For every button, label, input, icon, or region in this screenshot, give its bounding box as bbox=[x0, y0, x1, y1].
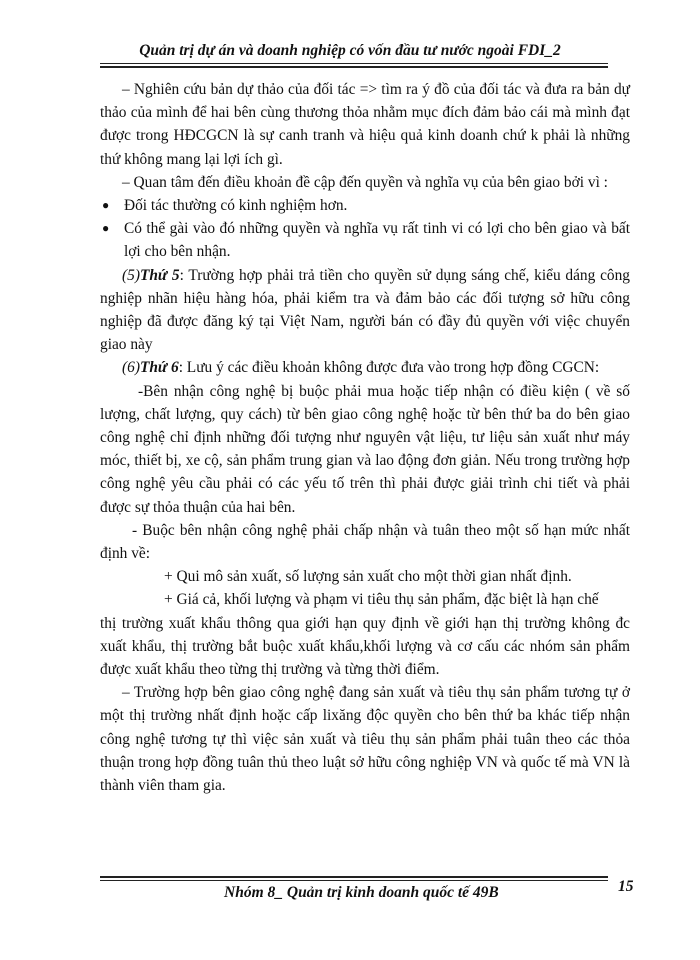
paragraph-10: + Giá cả, khối lượng và phạm vi tiêu thụ sản phẩm, đặc biệt là hạn chế bbox=[164, 591, 599, 609]
item-5-label: Thứ 5 bbox=[139, 266, 180, 284]
paragraph-10-continued: thị trường xuất khẩu thông qua giới hạn quy định về giới hạn thị trường không đc xuất khẩu, thị trường bắt buộc xuất khẩu,khối lượng và cơ cấu các nhóm sản phẩm được xuất khẩu theo từng thị trường và từng thời điểm. bbox=[100, 614, 630, 679]
bullet-text: Đối tác thường có kinh nghiệm hơn. bbox=[124, 197, 348, 215]
paragraph-2: – Quan tâm đến điều khoản đề cập đến quyền và nghĩa vụ của bên giao bởi vì : bbox=[122, 173, 608, 191]
paragraph-1: – Nghiên cứu bản dự thảo của đối tác => tìm ra ý đồ của đối tác và đưa ra bản dự thảo của mình để hai bên cùng thương thỏa nhằm mục đích đảm bảo cái mà mình đạt được trong HĐCGCN là sự canh tranh và hiệu quả kinh doanh chứ k phải là những thứ không mang lại lợi ích gì. bbox=[100, 81, 630, 168]
item-6-number: (6) bbox=[122, 359, 140, 377]
paragraph-item-5 bbox=[100, 264, 630, 357]
header-title: Quản trị dự án và doanh nghiệp có vốn đầu tư nước ngoài FDI_2 bbox=[139, 42, 561, 59]
paragraph-9: + Qui mô sản xuất, số lượng sản xuất cho một thời gian nhất định. bbox=[164, 568, 572, 586]
paragraph-8: - Buộc bên nhận công nghệ phải chấp nhận và tuân theo một số hạn mức nhất định về: bbox=[100, 521, 630, 563]
paragraph-item-6 bbox=[100, 356, 630, 379]
bullet-item bbox=[100, 194, 630, 217]
document-body bbox=[100, 78, 630, 797]
item-5-number: (5) bbox=[122, 266, 140, 284]
footer-rule-thin bbox=[100, 880, 608, 881]
item-6-text: : Lưu ý các điều khoản không được đưa vào trong hợp đồng CGCN: bbox=[178, 359, 600, 377]
footer-text: Nhóm 8_ Quản trị kinh doanh quốc tế 49B bbox=[224, 884, 499, 901]
header-rule-thick bbox=[100, 66, 608, 68]
bullet-text: Có thể gài vào đó những quyền và nghĩa vụ rất tinh vi có lợi cho bên giao và bất lợi cho bên nhận. bbox=[124, 220, 630, 261]
item-5-text: : Trường hợp phải trả tiền cho quyền sử dụng sáng chế, kiểu dáng công nghiệp nhãn hiệu hàng hóa, phải kiểm tra và đảm bảo các đối tượng sở hữu công nghiệp đã được đăng ký tại Việt Nam, người bán có đầy đủ quyền với việc chuyển giao này bbox=[100, 266, 630, 354]
bullet-item bbox=[100, 217, 630, 263]
paragraph-7: -Bên nhận công nghệ bị buộc phải mua hoặc tiếp nhận có điều kiện ( về số lượng, chất lượng, quy cách) từ bên giao công nghệ hoặc từ bên thứ ba do bên giao công nghệ chỉ định những đối tượng như nguyên vật liệu, tư liệu sản xuất như máy móc, thiết bị, xe cộ, sản phẩm trung gian và lao động đơn giản. Nếu trong trường hợp công nghệ yêu cầu phải có các yếu tố trên thì phải được giải trình chi tiết và phải được sự thỏa thuận của hai bên. bbox=[100, 382, 630, 516]
paragraph-11: – Trường hợp bên giao công nghệ đang sản xuất và tiêu thụ sản phẩm tương tự ở một thị trường nhất định hoặc cấp lixăng độc quyền cho bên thứ ba khác tiếp nhận công nghệ tương tự thì việc sản xuất và tiêu thụ sản phẩm phải tuân theo các thỏa thuận trong hợp đồng tuân thủ theo luật sở hữu công nghiệp VN và quốc tế mà VN là thành viên tham gia. bbox=[100, 684, 630, 795]
item-6-label: Thứ 6 bbox=[139, 359, 179, 377]
bullet-icon: ● bbox=[102, 198, 110, 213]
header-rule-thin bbox=[100, 63, 608, 64]
page-number: 15 bbox=[618, 878, 634, 895]
bullet-icon: ● bbox=[102, 221, 110, 236]
footer-rule-thick bbox=[100, 876, 608, 878]
